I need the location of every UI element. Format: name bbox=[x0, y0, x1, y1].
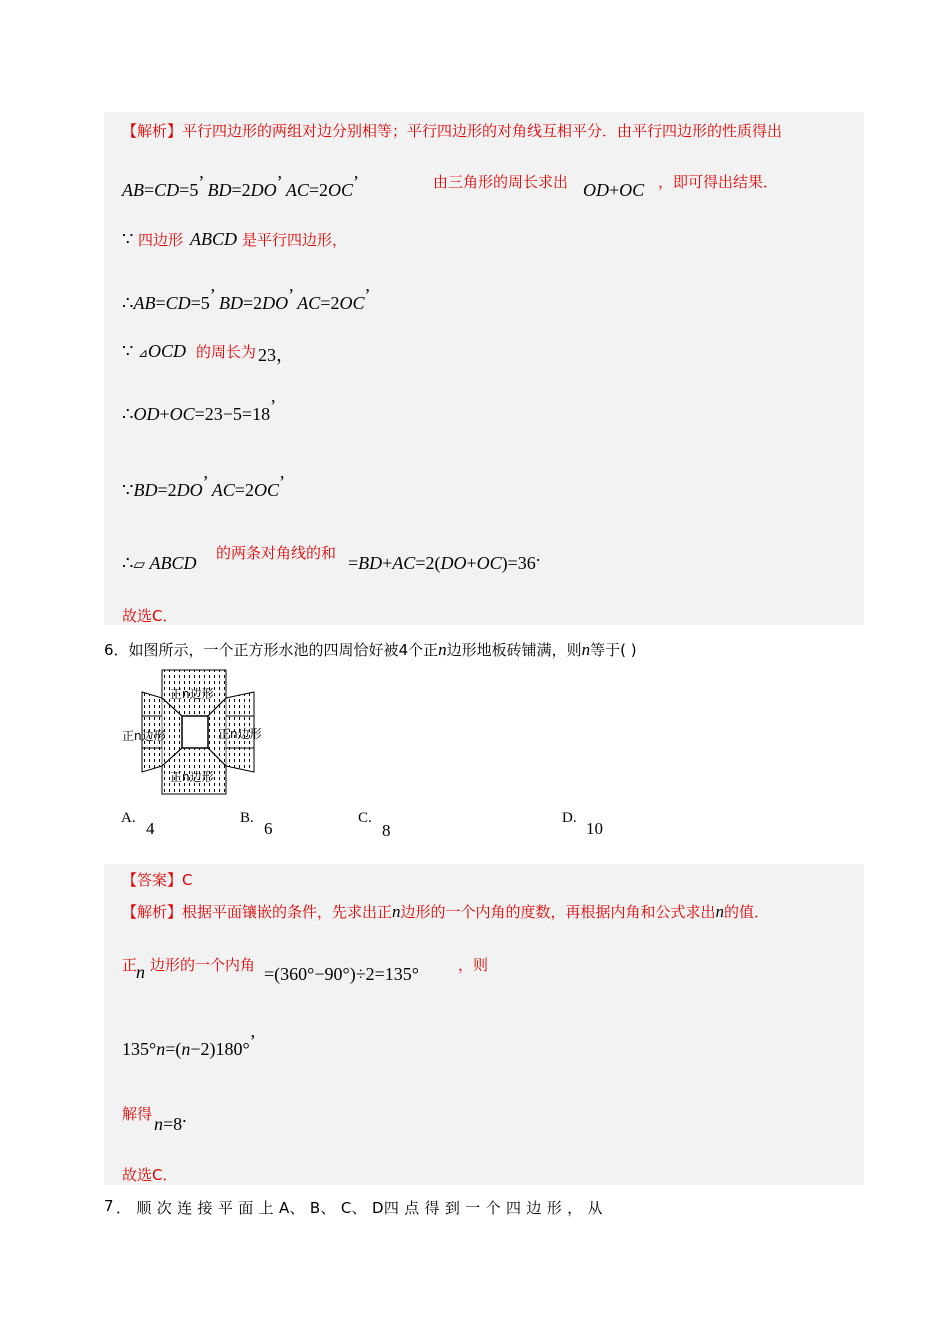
step-2-formula: ∴AB=CD=5’ BD=2DO’ AC=2OC’ bbox=[122, 285, 371, 313]
solve-result: n=8. bbox=[154, 1106, 187, 1134]
angle-line-text: 边形的一个内角 bbox=[150, 956, 256, 974]
question-6-text: 6．如图所示，一个正方形水池的四周恰好被4个正n边形地板砖铺满，则n等于( ) bbox=[104, 640, 637, 659]
option-b-letter[interactable]: B. bbox=[240, 810, 254, 826]
option-a-letter[interactable]: A. bbox=[121, 810, 136, 826]
option-c-letter[interactable]: C. bbox=[358, 810, 372, 826]
analysis-note-perimeter: 由三角形的周长求出 bbox=[433, 173, 569, 191]
step-because-1: ∵ bbox=[122, 229, 134, 249]
interior-angle-formula: 135°n=(n−2)180°’ bbox=[122, 1031, 256, 1059]
figure-label-bottom: 正n边形 bbox=[170, 770, 214, 784]
step-3-text: 的周长为 bbox=[196, 343, 257, 361]
step-4-formula: ∴OD+OC=23−5=18’ bbox=[122, 396, 277, 424]
angle-line-n: n bbox=[136, 962, 145, 982]
step-5-formula: ∵BD=2DO’ AC=2OC’ bbox=[122, 472, 285, 500]
step-6-formula: =BD+AC=2(DO+OC)=36. bbox=[348, 545, 541, 573]
analysis-2-header: 【解析】根据平面镶嵌的条件，先求出正n边形的一个内角的度数，再根据内角和公式求出n的值． bbox=[122, 902, 770, 921]
conclusion-2: 故选C． bbox=[122, 1166, 178, 1184]
analysis-header: 【解析】平行四边形的两组对边分别相等；平行四边形的对角线互相平分．由平行四边形的性质得出 bbox=[122, 122, 783, 140]
step-3-triangle: ∵ ⊿OCD bbox=[122, 341, 187, 361]
pool-tiling-figure bbox=[118, 668, 278, 796]
option-d-letter[interactable]: D. bbox=[562, 810, 577, 826]
angle-formula: =(360°−90°)÷2=135° bbox=[264, 964, 419, 984]
conclusion-1: 故选C． bbox=[122, 607, 178, 625]
angle-line-then: ，则 bbox=[458, 956, 489, 974]
step-6-parallelogram: ∴▱ ABCD bbox=[122, 553, 197, 573]
step-3-value: 23， bbox=[258, 345, 294, 365]
option-d-value[interactable]: 10 bbox=[586, 819, 603, 838]
answer-label: 【答案】C bbox=[122, 871, 193, 889]
step-1-text: 四边形 bbox=[138, 231, 184, 249]
option-b-value[interactable]: 6 bbox=[264, 819, 273, 838]
angle-line-prefix: 正 bbox=[122, 956, 138, 974]
solve-label: 解得 bbox=[122, 1105, 153, 1123]
step-1-text-2: 是平行四边形， bbox=[242, 231, 348, 249]
analysis-note-result: ，即可得出结果． bbox=[658, 173, 779, 191]
figure-label-right: 正n边形 bbox=[218, 727, 262, 741]
step-1-abcd: ABCD bbox=[190, 229, 237, 249]
formula-line-1: AB=CD=5’ BD=2DO’ AC=2OC’ bbox=[122, 172, 360, 200]
option-a-value[interactable]: 4 bbox=[146, 819, 155, 838]
question-7-number: 7 bbox=[104, 1197, 114, 1215]
formula-od-oc: OD+OC bbox=[583, 180, 645, 200]
question-7-text: ． 顺 次 连 接 平 面 上 A、 B、 C、 D四 点 得 到 一 个 四 边 形 ， 从 bbox=[116, 1199, 603, 1217]
figure-label-left: 正n边形 bbox=[122, 729, 166, 743]
step-6-text: 的两条对角线的和 bbox=[216, 544, 337, 562]
pool-square bbox=[182, 716, 208, 748]
figure-label-top: 正n边形 bbox=[170, 687, 214, 701]
option-c-value[interactable]: 8 bbox=[382, 821, 391, 840]
